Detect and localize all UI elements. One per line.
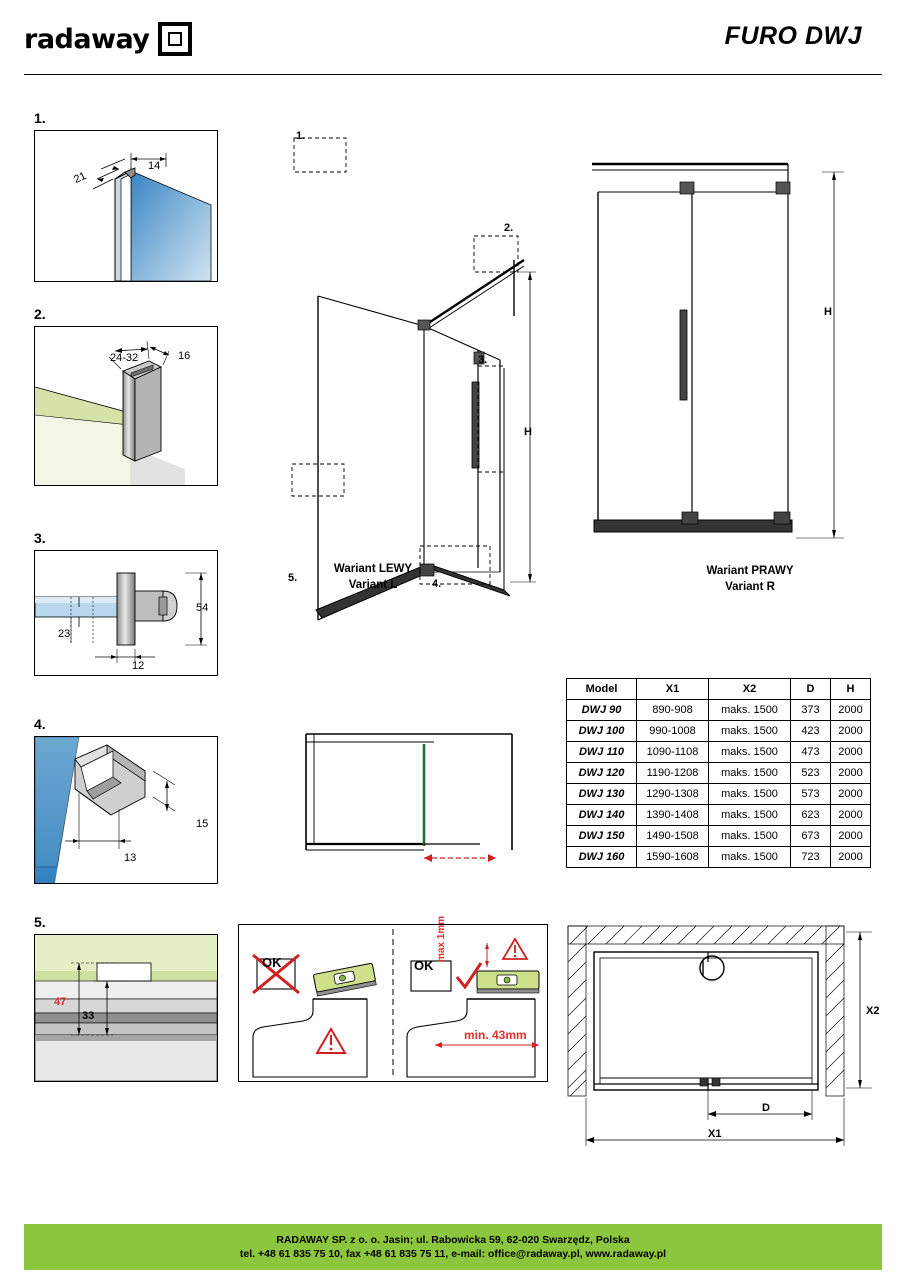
cell-x1: 1390-1408 (637, 805, 709, 826)
assembly-marker-2: 2. (504, 222, 514, 234)
step-label-3: 3. (34, 530, 46, 546)
table-row (567, 805, 871, 826)
cell-x2: maks. 1500 (709, 742, 791, 763)
cell-x1: 890-908 (637, 700, 709, 721)
detail-2-dim-24-32: 24-32 (110, 352, 139, 364)
table-row (567, 721, 871, 742)
level-ok-right-label: OK (414, 958, 434, 973)
detail-panel-3 (34, 550, 218, 676)
detail-2-dim-16: 16 (178, 350, 191, 362)
detail-5-dim-47: 47 (54, 996, 67, 1008)
level-ok-left-label: OK (262, 955, 282, 970)
cell-x2: maks. 1500 (709, 826, 791, 847)
caption-left-line1: Wariant LEWY (333, 563, 413, 575)
detail-4-dim-13: 13 (124, 852, 137, 864)
assembly-right-variant (576, 130, 876, 590)
assembly-left-caption (278, 562, 468, 593)
cell-model: DWJ 90 (567, 700, 637, 721)
assembly-marker-1: 1. (296, 130, 306, 142)
cell-model: DWJ 150 (567, 826, 637, 847)
cell-h: 2000 (831, 826, 871, 847)
table-row (567, 826, 871, 847)
cell-d: 373 (791, 700, 831, 721)
caption-right-line2: Variant R (725, 580, 775, 593)
col-header-x1: X1 (637, 679, 709, 700)
cell-x2: maks. 1500 (709, 763, 791, 784)
plan-sketch-small-drawing (284, 724, 534, 884)
assembly-right-drawing (576, 130, 876, 590)
plan-sketch-small (284, 724, 534, 884)
detail-1-dim-21: 21 (72, 169, 89, 187)
level-min-label: min. 43mm (464, 1028, 527, 1042)
cell-x2: maks. 1500 (709, 847, 791, 868)
assembly-left-variant (278, 120, 558, 590)
col-header-model: Model (567, 679, 637, 700)
table-row (567, 700, 871, 721)
plan-view (560, 918, 880, 1158)
cell-x2: maks. 1500 (709, 721, 791, 742)
cell-x1: 1490-1508 (637, 826, 709, 847)
detail-panel-1 (34, 130, 218, 282)
table-row (567, 847, 871, 868)
cell-h: 2000 (831, 784, 871, 805)
cell-x1: 990-1008 (637, 721, 709, 742)
logo-text: radaway (24, 23, 150, 55)
cell-h: 2000 (831, 805, 871, 826)
cell-d: 423 (791, 721, 831, 742)
footer-address: RADAWAY SP. z o. o. Jasin; ul. Rabowicka 59, 62-020 Swarzędz, Polska (276, 1234, 630, 1246)
cell-d: 723 (791, 847, 831, 868)
detail-3-dim-12: 12 (132, 660, 145, 672)
caption-right-line1: Wariant PRAWY (706, 565, 794, 577)
page-title: FURO DWJ (724, 22, 862, 50)
detail-5-drawing (35, 935, 217, 1081)
table-row (567, 763, 871, 784)
plan-x1-label: X1 (708, 1128, 722, 1140)
cell-x1: 1090-1108 (637, 742, 709, 763)
level-check-panel (238, 924, 548, 1082)
level-max-label: max 1mm (436, 915, 447, 962)
cell-model: DWJ 110 (567, 742, 637, 763)
cell-x2: maks. 1500 (709, 805, 791, 826)
page-footer (24, 1224, 882, 1270)
cell-model: DWJ 130 (567, 784, 637, 805)
cell-x2: maks. 1500 (709, 700, 791, 721)
detail-1-dim-14: 14 (148, 160, 161, 172)
cell-h: 2000 (831, 847, 871, 868)
cell-d: 473 (791, 742, 831, 763)
page-header (0, 0, 906, 78)
footer-contact: tel. +48 61 835 75 10, fax +48 61 835 75 11, e-mail: office@radaway.pl, www.radaway.pl (239, 1248, 667, 1260)
assembly-left-drawing (278, 120, 558, 590)
detail-panel-5 (34, 934, 218, 1082)
plan-view-drawing (560, 918, 880, 1158)
cell-d: 573 (791, 784, 831, 805)
cell-model: DWJ 160 (567, 847, 637, 868)
cell-d: 673 (791, 826, 831, 847)
cell-h: 2000 (831, 721, 871, 742)
cell-model: DWJ 140 (567, 805, 637, 826)
model-spec-table (566, 678, 871, 868)
brand-logo (24, 22, 192, 56)
assembly-marker-5: 5. (288, 572, 298, 584)
cell-h: 2000 (831, 763, 871, 784)
cell-h: 2000 (831, 700, 871, 721)
cell-x2: maks. 1500 (709, 784, 791, 805)
plan-d-label: D (762, 1102, 770, 1114)
detail-panel-2 (34, 326, 218, 486)
cell-h: 2000 (831, 742, 871, 763)
header-divider (24, 74, 882, 75)
step-label-1: 1. (34, 110, 46, 126)
cell-model: DWJ 100 (567, 721, 637, 742)
plan-x2-label: X2 (866, 1005, 880, 1017)
detail-3-dim-23: 23 (58, 628, 71, 640)
step-label-5: 5. (34, 914, 46, 930)
detail-1-drawing (35, 131, 217, 281)
step-label-4: 4. (34, 716, 46, 732)
cell-x1: 1290-1308 (637, 784, 709, 805)
col-header-h: H (831, 679, 871, 700)
cell-x1: 1590-1608 (637, 847, 709, 868)
detail-5-dim-33: 33 (82, 1010, 95, 1022)
detail-3-dim-54: 54 (196, 602, 209, 614)
assembly-right-caption (650, 564, 850, 595)
logo-square-icon (158, 22, 192, 56)
cell-d: 523 (791, 763, 831, 784)
table-row (567, 742, 871, 763)
assembly-left-h-label: H (524, 426, 532, 438)
step-label-2: 2. (34, 306, 46, 322)
col-header-x2: X2 (709, 679, 791, 700)
assembly-right-h-label: H (824, 306, 832, 318)
detail-3-drawing (35, 551, 217, 675)
table-header-row (567, 679, 871, 700)
detail-4-dim-15: 15 (196, 818, 209, 830)
cell-d: 623 (791, 805, 831, 826)
level-check-drawing (239, 925, 547, 1081)
caption-left-line2: Variant L (348, 578, 398, 591)
assembly-marker-4: 4. (432, 578, 442, 590)
cell-model: DWJ 120 (567, 763, 637, 784)
cell-x1: 1190-1208 (637, 763, 709, 784)
assembly-marker-3: 3. (478, 354, 488, 366)
table-row (567, 784, 871, 805)
col-header-d: D (791, 679, 831, 700)
